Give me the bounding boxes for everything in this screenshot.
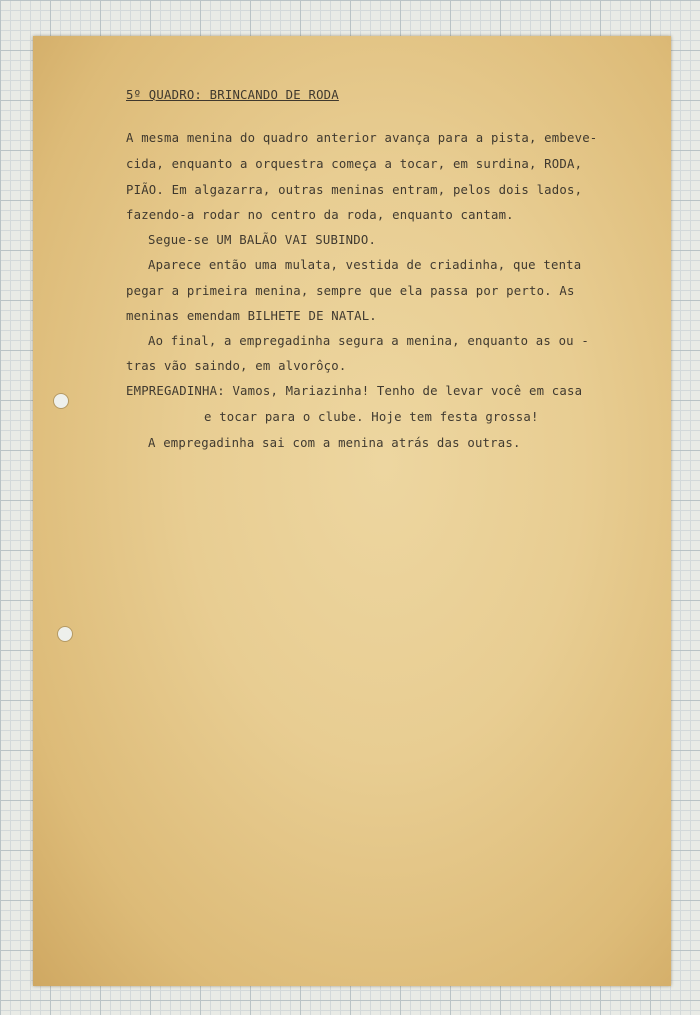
speaker-line: EMPREGADINHA: Vamos, Mariazinha! Tenho de levar você em casa — [126, 384, 583, 398]
text-line-5: Segue-se UM BALÃO VAI SUBINDO. — [148, 233, 377, 247]
typewritten-page — [33, 36, 671, 986]
text-line-4: fazendo-a rodar no centro da roda, enquanto cantam. — [126, 208, 514, 222]
text-line-9: Ao final, a empregadinha segura a menina, enquanto as ou - — [148, 334, 589, 348]
speaker-line-continued: e tocar para o clube. Hoje tem festa grossa! — [204, 410, 539, 424]
text-line-8: meninas emendam BILHETE DE NATAL. — [126, 309, 377, 323]
text-line-6: Aparece então uma mulata, vestida de criadinha, que tenta — [148, 258, 582, 272]
punch-hole-bottom — [57, 626, 73, 642]
text-line-2: cida, enquanto a orquestra começa a tocar, em surdina, RODA, — [126, 157, 583, 171]
scene-title: 5º QUADRO: BRINCANDO DE RODA — [126, 88, 339, 102]
text-line-3: PIÃO. Em algazarra, outras meninas entram, pelos dois lados, — [126, 183, 583, 197]
text-line-1: A mesma menina do quadro anterior avança para a pista, embeve- — [126, 131, 598, 145]
punch-hole-top — [53, 393, 69, 409]
stage-direction-line: A empregadinha sai com a menina atrás das outras. — [148, 436, 521, 450]
text-line-7: pegar a primeira menina, sempre que ela passa por perto. As — [126, 284, 575, 298]
text-line-10: tras vão saindo, em alvorôço. — [126, 359, 347, 373]
